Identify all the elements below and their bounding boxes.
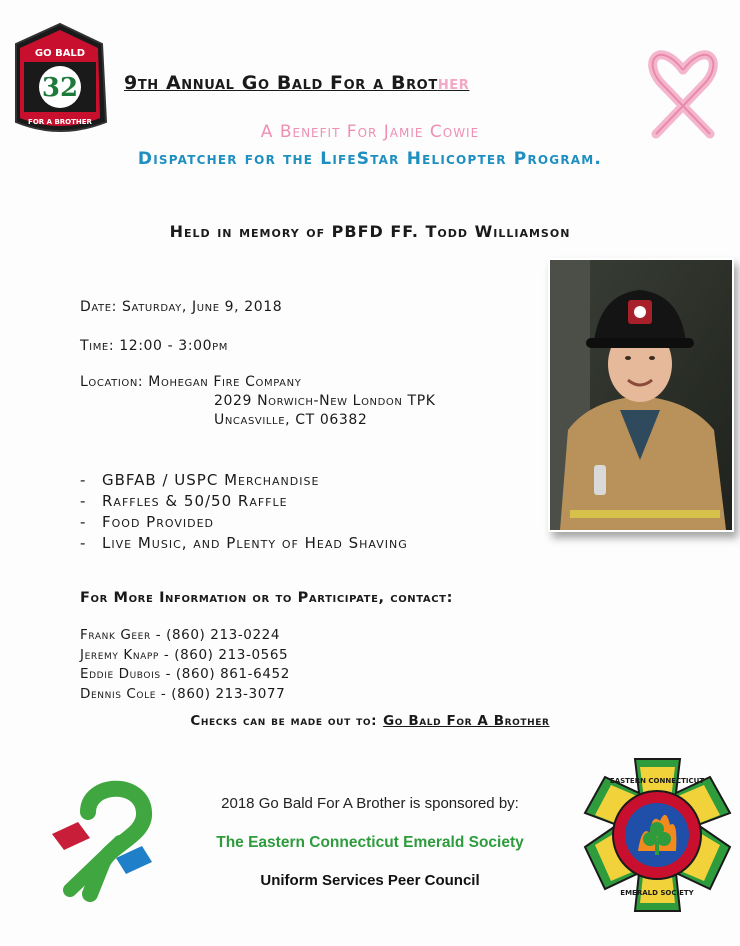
firefighter-illustration [550, 260, 732, 530]
event-title [124, 72, 624, 94]
contacts-list [80, 626, 290, 704]
sponsor-line: 2018 Go Bald For A Brother is sponsored by: [221, 795, 519, 812]
contact-item: Frank Geer - (860) 213-0224 [80, 627, 281, 643]
contacts-heading: For More Information or to Participate, contact: [80, 590, 454, 606]
list-item: - Food Provided [80, 513, 214, 531]
sponsor-uspc: Uniform Services Peer Council [260, 872, 480, 889]
list-item: - Raffles & 50/50 Raffle [80, 492, 288, 510]
checks-line [0, 713, 740, 729]
title-main: 9th Annual Go Bald For a Brot [124, 72, 438, 94]
contact-item: Dennis Cole - (860) 213-3077 [80, 685, 286, 702]
go-bald-badge-logo [12, 22, 108, 138]
checks-label: Checks can be made out to: [190, 713, 378, 729]
dispatcher-line: Dispatcher for the LifeStar Helicopter Program. [137, 149, 603, 169]
badge-bottom-text: FOR A BROTHER [28, 118, 92, 126]
emerald-logo-top-text: EASTERN CONNECTICUT [609, 777, 705, 785]
event-date: Date: Saturday, June 9, 2018 [80, 299, 283, 315]
emerald-logo-bottom-text: EMERALD SOCIETY [620, 889, 694, 897]
checks-payee: Go Bald For A Brother [383, 713, 550, 729]
benefit-line: A Benefit For Jamie Cowie [260, 122, 480, 142]
list-item: - GBFAB / USPC Merchandise [80, 471, 320, 489]
event-location: Location: Mohegan Fire Company [80, 374, 302, 390]
title-accent: her [437, 72, 470, 94]
address-line-2: Uncasville, CT 06382 [214, 412, 368, 428]
sponsor-emerald-society: The Eastern Connecticut Emerald Society [216, 834, 524, 851]
firefighter-photo [548, 258, 734, 532]
memorial-line: Held in memory of PBFD FF. Todd Williamson [169, 222, 571, 241]
address-line-1: 2029 Norwich-New London TPK [214, 393, 436, 409]
list-item: - Live Music, and Plenty of Head Shaving [80, 534, 408, 552]
badge-top-text: GO BALD [34, 48, 86, 59]
badge-number: 32 [41, 73, 79, 103]
features-list [80, 470, 408, 554]
contact-item: Jeremy Knapp - (860) 213-0565 [80, 646, 289, 663]
event-time: Time: 12:00 - 3:00pm [80, 338, 229, 354]
contact-item: Eddie Dubois - (860) 861-6452 [80, 666, 290, 682]
emerald-society-logo [580, 755, 735, 915]
